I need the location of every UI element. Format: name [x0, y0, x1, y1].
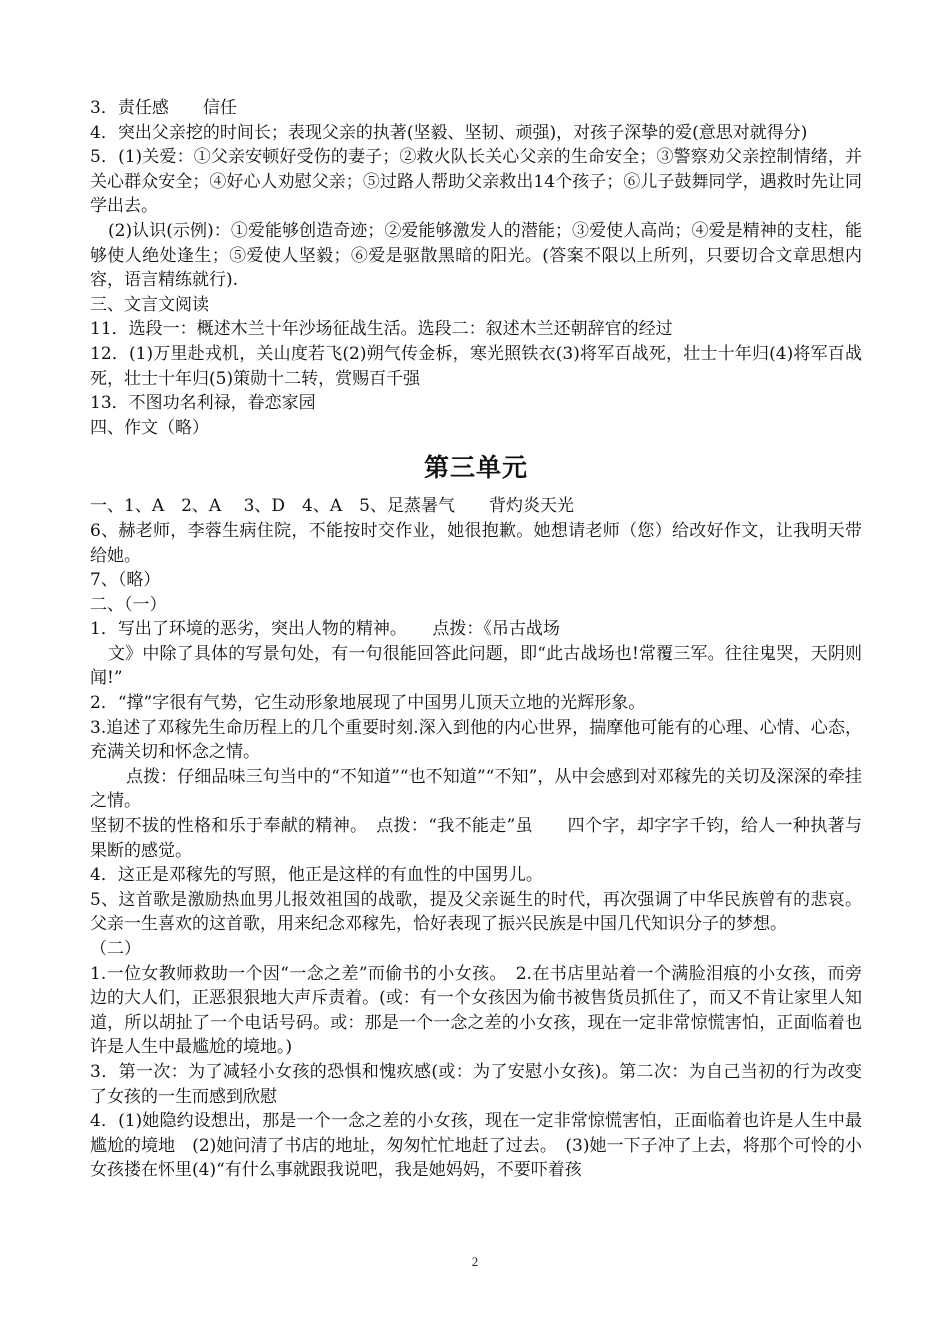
- answer-line: 一、1、A 2、A 3、D 4、A 5、足蒸暑气 背灼炎天光: [90, 496, 574, 517]
- answer-line: 12．(1)万里赴戎机，关山度若飞(2)朔气传金柝，寒光照铁衣(3)将军百战死，壮士十年归(4)将军百战死，壮士十年归(5)策勋十二转，赏赐百千强: [90, 343, 862, 389]
- answer-line: 坚韧不拔的性格和乐于奉献的精神。 点拨：“我不能走”虽 四个字，却字字千钧，给人一种执著与果断的感觉。: [90, 816, 862, 861]
- answer-line: 1．写出了环境的恶劣，突出人物的精神。 点拨：《吊古战场: [90, 619, 560, 640]
- answer-line: 1.一位女教师救助一个因“一念之差”而偷书的小女孩。 2.在书店里站着一个满脸泪痕的小女孩，而旁边的大人们，正恶狠狠地大声斥责着。(或：有一个女孩因为偷书被售货员抓住了，而又不肯让家里人知道，所以胡扯了一个电话号码。或：那是一个一念之差的小女孩，现在一定非常惊慌害怕，正面临着也许是人生中最尴尬的境地。): [90, 963, 862, 1058]
- page-number: 2: [471, 1254, 479, 1269]
- answer-line: 4．突出父亲挖的时间长；表现父亲的执著(坚毅、坚韧、顽强)，对孩子深挚的爱(意思对就得分): [90, 122, 808, 143]
- answer-line: 5．(1)关爱：①父亲安顿好受伤的妻子；②救火队长关心父亲的生命安全；③警察劝父亲控制情绪，并关心群众安全；④好心人劝慰父亲；⑤过路人帮助父亲救出14个孩子；⑥儿子鼓舞同学，遇救时先让同学出去。: [90, 147, 862, 217]
- unit-heading: 第三单元: [423, 453, 528, 483]
- answer-line: 点拨：仔细品味三句当中的“不知道”“也不知道”“不知”，从中会感到对邓稼先的关切及深深的牵挂之情。: [90, 766, 862, 812]
- section-title: 三、文言文阅读: [90, 294, 209, 315]
- answer-line: 3.追述了邓稼先生命历程上的几个重要时刻.深入到他的内心世界，揣摩他可能有的心理、心情、心态，充满关切和怀念之情。: [90, 717, 862, 763]
- answer-line: 11．选段一：概述木兰十年沙场征战生活。选段二：叙述木兰还朝辞官的经过: [90, 319, 673, 340]
- answer-line: (2)认识(示例)：①爱能够创造奇迹；②爱能够激发人的潜能；③爱使人高尚；④爱是精神的支柱，能够使人绝处逢生；⑤爱使人坚毅；⑥爱是驱散黑暗的阳光。(答案不限以上所列，只要切合文章思想内容，语言精练就行).: [90, 220, 862, 291]
- answer-line: 5、这首歌是激励热血男儿报效祖国的战歌，提及父亲诞生的时代，再次强调了中华民族曾有的悲哀。父亲一生喜欢的这首歌，用来纪念邓稼先，恰好表现了振兴民族是中国几代知识分子的梦想。: [90, 889, 862, 935]
- answer-line: 4．这正是邓稼先的写照，他正是这样的有血性的中国男儿。: [90, 865, 543, 886]
- answer-line: 7、（略）: [90, 570, 161, 591]
- answer-line: 6、赫老师，李蓉生病住院，不能按时交作业，她很抱歉。她想请老师（您）给改好作文，让我明天带给她。: [90, 520, 862, 566]
- answer-line: 13．不图功名利禄，眷恋家园: [90, 393, 316, 414]
- answer-line: 文》中除了具体的写景句处，有一句很能回答此问题，即“此古战场也!常覆三军。往往鬼哭，天阴则闻!”: [90, 643, 862, 689]
- answer-line: 3．责任感 信任: [90, 98, 237, 118]
- section-title: （二）: [90, 939, 141, 959]
- section-title: 二、（一）: [90, 594, 167, 615]
- answer-line: 2．“撑”字很有气势，它生动形象地展现了中国男儿顶天立地的光辉形象。: [90, 693, 646, 714]
- answer-line: 4．(1)她隐约设想出，那是一个一念之差的小女孩，现在一定非常惊慌害怕，正面临着也许是人生中最尴尬的境地 (2)她问清了书店的地址，匆匆忙忙地赶了过去。 (3)她一下子冲了上去，将那个可怜的小女孩搂在怀里(4)“有什么事就跟我说吧，我是她妈妈，不要吓着孩: [90, 1111, 862, 1181]
- section-title: 四、作文（略）: [90, 417, 209, 438]
- answer-line: 3．第一次：为了减轻小女孩的恐惧和愧疚感(或：为了安慰小女孩)。第二次：为自己当初的行为改变了女孩的一生而感到欣慰: [90, 1061, 862, 1107]
